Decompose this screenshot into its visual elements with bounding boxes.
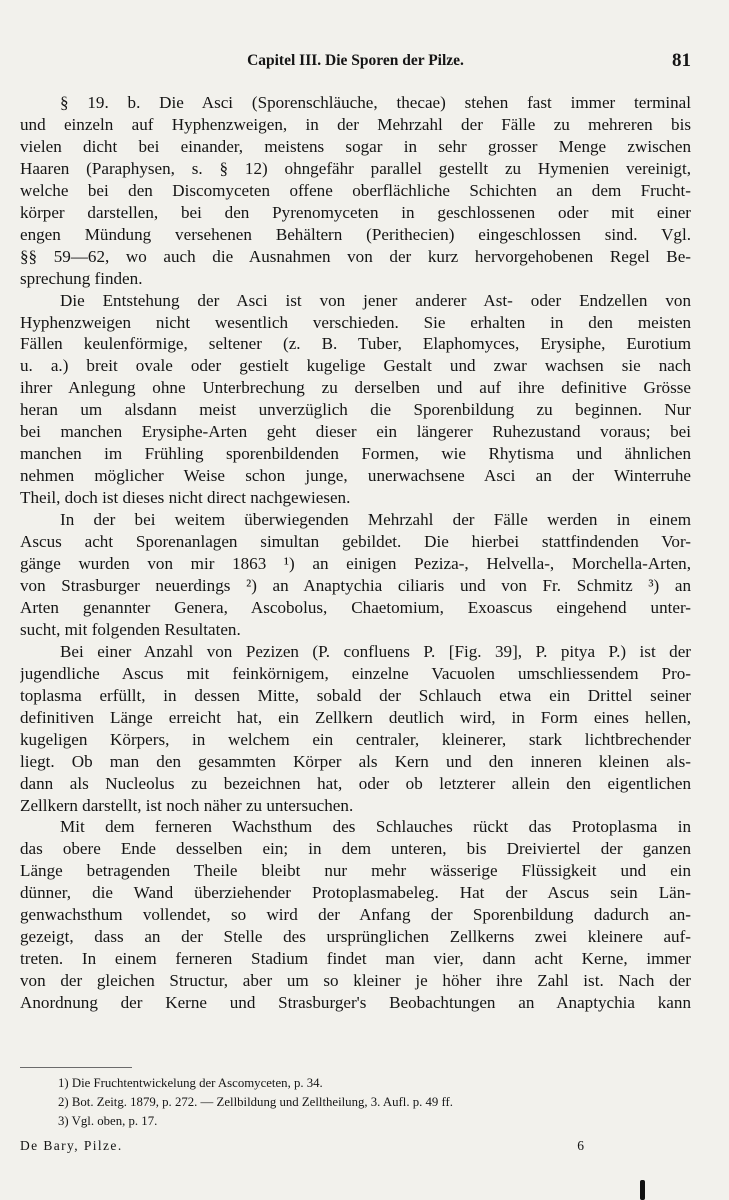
text-line: vielen dicht bei einander, meistens sogar in sehr grosser Menge zwischen: [20, 136, 691, 156]
paragraph-wachsthum: [20, 816, 691, 1014]
text-line: kugeligen Körpers, in welchem ein centraler, kleinerer, stark lichtbrechender: [20, 729, 691, 749]
text-line: Hyphenzweigen nicht wesentlich verschieden. Sie erhalten in den meisten: [20, 312, 691, 332]
footnote-2: 2) Bot. Zeitg. 1879, p. 272. — Zellbildung und Zelltheilung, 3. Aufl. p. 49 ff.: [58, 1095, 454, 1109]
paragraph-entstehung: [20, 290, 691, 510]
paragraph-19b: [20, 92, 691, 290]
text-line: ihrer Anlegung ohne Unterbrechung zu derselben und auf ihre definitive Grösse: [20, 378, 691, 398]
signature-line: [20, 1138, 584, 1158]
text-line: engen Mündung versehenen Behältern (Perithecien) eingeschlossen sind. Vgl.: [20, 224, 691, 244]
running-head: [20, 52, 691, 74]
text-line: bei manchen Erysiphe-Arten geht dieser ein längerer Ruhezustand voraus; bei: [20, 422, 691, 442]
text-line: definitiven Länge erreicht hat, ein Zellkern deutlich wird, in Form eines hellen,: [20, 707, 691, 727]
text-line: In der bei weitem überwiegenden Mehrzahl der Fälle werden in einem: [60, 510, 691, 530]
text-line: treten. In einem ferneren Stadium findet man vier, dann acht Kerne, immer: [20, 949, 691, 969]
text-line: Theil, doch ist dieses nicht direct nachgewiesen.: [20, 488, 351, 508]
footnotes: [58, 1074, 678, 1131]
paragraph-pezizen: [20, 641, 691, 817]
text-line: toplasma erfüllt, in dessen Mitte, sobald der Schlauch etwa ein Drittel seiner: [20, 685, 691, 705]
text-line: Länge betragenden Theile bleibt nur mehr wässerige Flüssigkeit und ein: [20, 861, 691, 881]
text-line: nehmen möglicher Weise schon junge, unerwachsene Asci an der Winterruhe: [20, 466, 691, 486]
text-line: u. a.) breit ovale oder gestielt kugelige Gestalt und zwar wachsen sie nach: [20, 356, 691, 376]
text-line: gezeigt, dass an der Stelle des ursprünglichen Zellkerns zwei kleinere auf-: [20, 927, 691, 947]
text-line: liegt. Ob man den gesammten Körper als Kern und den inneren kleinen als-: [20, 751, 691, 771]
text-line: das obere Ende desselben ein; in dem unteren, bis Dreiviertel der ganzen: [20, 839, 691, 859]
running-title: Capitel III. Die Sporen der Pilze.: [247, 52, 464, 69]
text-line: §§ 59—62, wo auch die Ausnahmen von der kurz hervorgehobenen Regel Be-: [20, 246, 691, 266]
paragraph-sporenanlagen: [20, 509, 691, 641]
text-line: von Strasburger neuerdings ²) an Anaptychia ciliaris und von Fr. Schmitz ³) an: [20, 575, 691, 595]
text-line: Bei einer Anzahl von Pezizen (P. confluens P. [Fig. 39], P. pitya P.) ist der: [60, 641, 691, 661]
body-text: [20, 92, 691, 1014]
footnote-3: 3) Vgl. oben, p. 17.: [58, 1114, 158, 1128]
sheet-number: 6: [577, 1138, 584, 1153]
scan-artifact: [640, 1180, 645, 1200]
text-line: Haaren (Paraphysen, s. § 12) ohngefähr parallel gestellt zu Hymenien vereinigt,: [20, 158, 691, 178]
text-line: Anordnung der Kerne und Strasburger's Beobachtungen an Anaptychia kann: [20, 993, 691, 1013]
text-line: genwachsthum vollendet, so wird der Anfang der Sporenbildung dadurch an-: [20, 905, 691, 925]
text-line: Zellkern darstellt, ist noch näher zu untersuchen.: [20, 795, 354, 815]
text-line: dünner, die Wand überziehender Protoplasmabeleg. Hat der Ascus sein Län-: [20, 883, 691, 903]
text-line: § 19. b. Die Asci (Sporenschläuche, thecae) stehen fast immer terminal: [60, 93, 691, 112]
text-line: Mit dem ferneren Wachsthum des Schlauches rückt das Protoplasma in: [60, 817, 691, 837]
text-line: von der gleichen Structur, aber um so kleiner je höher ihre Zahl ist. Nach der: [20, 971, 691, 991]
text-line: dann als Nucleolus zu bezeichnen hat, oder ob letzterer allein den eigentlichen: [20, 773, 691, 793]
text-line: körper darstellen, bei den Pyrenomyceten in geschlossenen oder mit einer: [20, 202, 691, 222]
footnote-divider: [20, 1067, 132, 1068]
footnote-1: 1) Die Fruchtentwickelung der Ascomyceten, p. 34.: [58, 1076, 323, 1090]
text-line: heran um alsdann meist unverzüglich die Sporenbildung zu beginnen. Nur: [20, 400, 691, 420]
text-line: sprechung finden.: [20, 268, 143, 288]
text-line: manchen im Frühling sporenbildenden Formen, wie Rhytisma und ähnlichen: [20, 444, 691, 464]
text-line: sucht, mit folgenden Resultaten.: [20, 619, 241, 639]
text-line: jugendliche Ascus mit feinkörnigem, einzelne Vacuolen umschliessendem Pro-: [20, 663, 691, 683]
page-number: 81: [672, 50, 691, 71]
text-line: Arten genannter Genera, Ascobolus, Chaetomium, Exoascus eingehend unter-: [20, 597, 691, 617]
text-line: Die Entstehung der Asci ist von jener anderer Ast- oder Endzellen von: [60, 290, 691, 310]
text-line: welche bei den Discomyceten offene oberflächliche Schichten an dem Frucht-: [20, 180, 691, 200]
book-signature: De Bary, Pilze.: [20, 1138, 123, 1153]
text-line: Ascus acht Sporenanlagen simultan gebildet. Die hierbei stattfindenden Vor-: [20, 532, 691, 552]
text-line: gänge wurden von mir 1863 ¹) an einigen Peziza-, Helvella-, Morchella-Arten,: [20, 554, 691, 574]
text-line: und einzeln auf Hyphenzweigen, in der Mehrzahl der Fälle zu mehreren bis: [20, 114, 691, 134]
text-line: Fällen keulenförmige, seltener (z. B. Tuber, Elaphomyces, Erysiphe, Eurotium: [20, 334, 691, 354]
